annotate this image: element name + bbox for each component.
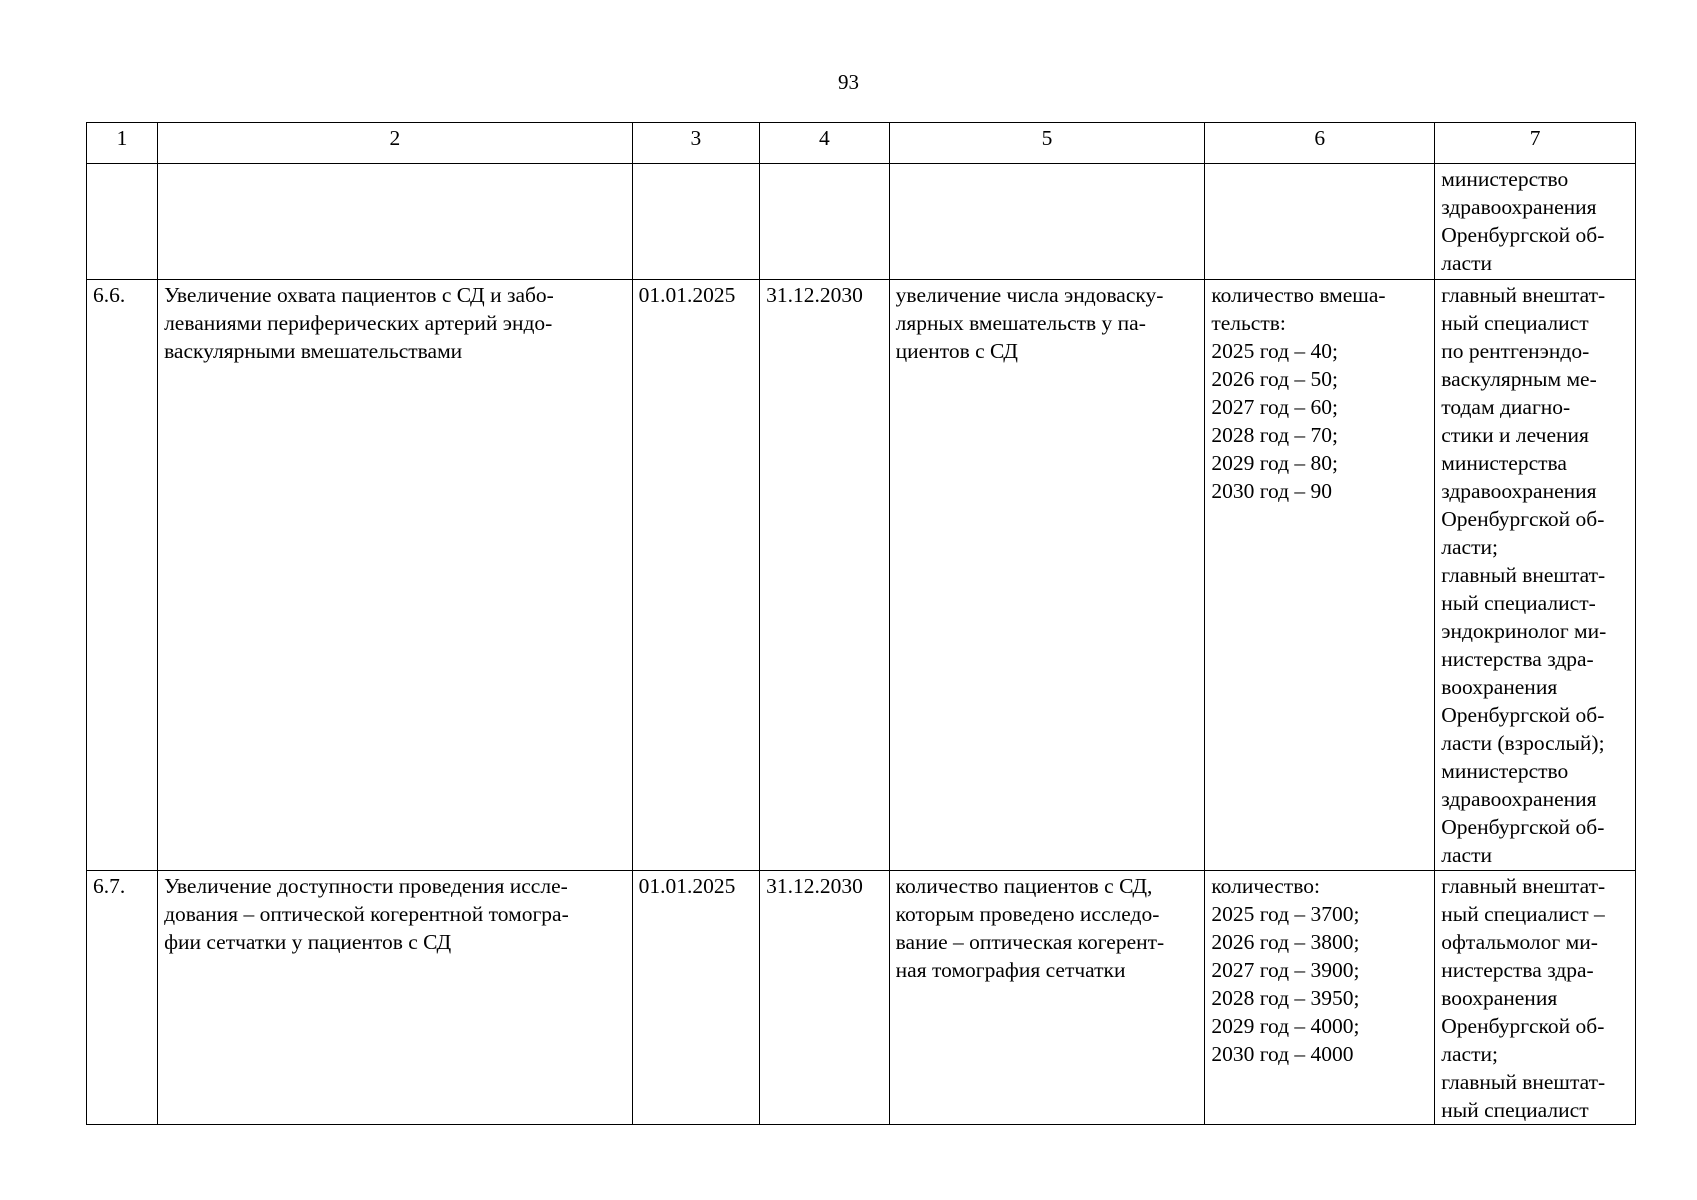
cell-indicator	[1205, 164, 1435, 280]
cell-measure-name: Увеличение доступности проведения иссле- дования – оптической когерентной томогра- фии сетчатки у пациентов с СД	[158, 871, 633, 1125]
table-row	[87, 871, 1636, 1125]
table-row	[87, 164, 1636, 280]
column-header-6: 6	[1205, 123, 1435, 164]
cell-end-date: 31.12.2030	[760, 280, 890, 871]
column-header-4: 4	[760, 123, 890, 164]
table-header-row	[87, 123, 1636, 164]
cell-measure-name: Увеличение охвата пациентов с СД и забо- леваниями периферических артерий эндо- васкулярными вмешательствами	[158, 280, 633, 871]
column-header-1: 1	[87, 123, 158, 164]
column-header-5: 5	[889, 123, 1205, 164]
cell-expected-result: количество пациентов с СД, которым проведено исследо- вание – оптическая когерент- ная томография сетчатки	[889, 871, 1205, 1125]
cell-start-date	[632, 164, 760, 280]
column-header-2: 2	[158, 123, 633, 164]
cell-indicator: количество вмеша- тельств: 2025 год – 40; 2026 год – 50; 2027 год – 60; 2028 год – 70; 2029 год – 80; 2030 год – 90	[1205, 280, 1435, 871]
cell-start-date: 01.01.2025	[632, 871, 760, 1125]
cell-number	[87, 164, 158, 280]
cell-expected-result: увеличение числа эндоваску- лярных вмешательств у па- циентов с СД	[889, 280, 1205, 871]
column-header-3: 3	[632, 123, 760, 164]
cell-number: 6.7.	[87, 871, 158, 1125]
cell-end-date: 31.12.2030	[760, 871, 890, 1125]
cell-indicator: количество: 2025 год – 3700; 2026 год – 3800; 2027 год – 3900; 2028 год – 3950; 2029 год – 4000; 2030 год – 4000	[1205, 871, 1435, 1125]
cell-start-date: 01.01.2025	[632, 280, 760, 871]
cell-responsible: министерство здравоохранения Оренбургской об- ласти	[1435, 164, 1636, 280]
measures-table	[86, 122, 1636, 1125]
cell-responsible: главный внештат- ный специалист по рентгенэндо- васкулярным ме- тодам диагно- стики и лечения министерства здравоохранения Оренбургской об- ласти; главный внештат- ный специалист- эндокринолог ми- нистерства здра- воохранения Оренбургской об- ласти (взрослый); министерство здравоохранения Оренбургской об- ласти	[1435, 280, 1636, 871]
cell-measure-name	[158, 164, 633, 280]
column-header-7: 7	[1435, 123, 1636, 164]
table-row	[87, 280, 1636, 871]
cell-expected-result	[889, 164, 1205, 280]
page-number: 93	[838, 70, 859, 94]
cell-number: 6.6.	[87, 280, 158, 871]
cell-responsible: главный внештат- ный специалист – офтальмолог ми- нистерства здра- воохранения Оренбургской об- ласти; главный внештат- ный специалист	[1435, 871, 1636, 1125]
cell-end-date	[760, 164, 890, 280]
